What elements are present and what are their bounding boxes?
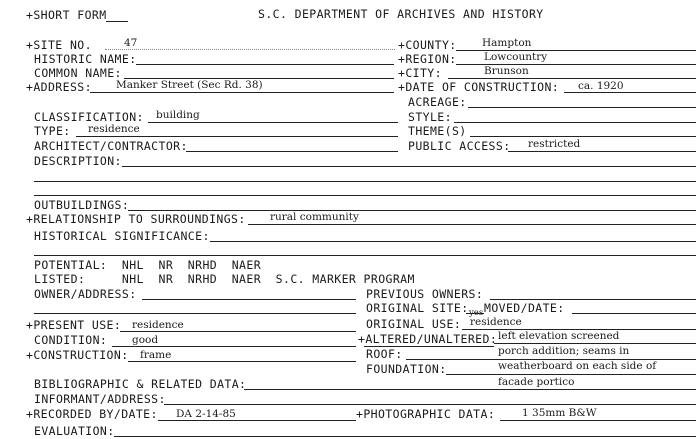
address-line <box>90 92 394 93</box>
short-form-line <box>106 21 128 22</box>
original-site-line <box>466 313 484 314</box>
description-line-1 <box>122 166 696 167</box>
bibliographic-label: BIBLIOGRAPHIC & RELATED DATA: <box>34 377 247 391</box>
historic-name-line <box>136 64 394 65</box>
condition-label: CONDITION: <box>34 333 108 347</box>
county-label: +COUNTY: <box>398 38 457 52</box>
owner-address-label: OWNER/ADDRESS: <box>34 287 137 301</box>
city-label: +CITY: <box>398 66 442 80</box>
evaluation-line <box>114 436 696 437</box>
site-no-line <box>105 49 395 50</box>
recorded-by-label: +RECORDED BY/DATE: <box>26 407 158 421</box>
historical-significance-line-2 <box>34 255 696 256</box>
type-label: TYPE: <box>34 124 71 138</box>
themes-label: THEME(S) <box>408 124 467 138</box>
relationship-label: +RELATIONSHIP TO SURROUNDINGS: <box>26 212 246 226</box>
photographic-data-label: +PHOTOGRAPHIC DATA: <box>356 407 496 421</box>
style-label: STYLE: <box>408 110 452 124</box>
construction-label: +CONSTRUCTION: <box>26 348 129 362</box>
date-of-construction-value: ca. 1920 <box>578 80 624 92</box>
informant-line <box>164 404 696 405</box>
bibliographic-line <box>244 389 494 390</box>
outbuildings-label: OUTBUILDINGS: <box>34 198 130 212</box>
altered-note-4: facade portico <box>498 376 575 388</box>
acreage-line <box>468 107 696 108</box>
common-name-label: COMMON NAME: <box>34 66 122 80</box>
address-value: Manker Street (Sec Rd. 38) <box>116 79 263 91</box>
foundation-label: FOUNDATION: <box>366 362 447 376</box>
architect-line <box>186 151 398 152</box>
potential-label: POTENTIAL: NHL NR NRHD NAER <box>34 258 262 272</box>
moved-date-label: MOVED/DATE: <box>484 301 565 315</box>
site-no-value: 47 <box>124 37 138 49</box>
altered-note-2: porch addition; seams in <box>498 345 630 357</box>
description-label: DESCRIPTION: <box>34 154 122 168</box>
condition-line <box>112 346 356 347</box>
altered-unaltered-label: +ALTERED/UNALTERED: <box>358 332 498 346</box>
relationship-value: rural community <box>270 211 359 223</box>
public-access-line <box>508 151 696 152</box>
region-label: +REGION: <box>398 52 457 66</box>
previous-owners-line <box>490 299 696 300</box>
condition-value: good <box>132 334 159 346</box>
original-site-label: ORIGINAL SITE: <box>366 301 469 315</box>
outbuildings-line <box>128 210 696 211</box>
date-of-construction-label: +DATE OF CONSTRUCTION: <box>398 80 560 94</box>
previous-owners-label: PREVIOUS OWNERS: <box>366 287 484 301</box>
present-use-value: residence <box>132 319 184 331</box>
public-access-label: PUBLIC ACCESS: <box>408 139 511 153</box>
short-form-label: +SHORT FORM <box>26 8 107 22</box>
photographic-data-value: 1 35mm B&W <box>522 407 597 419</box>
address-label: +ADDRESS: <box>26 80 92 94</box>
photographic-data-line <box>500 420 696 421</box>
city-line <box>448 78 696 79</box>
themes-line <box>470 136 696 137</box>
historical-significance-line-1 <box>210 241 696 242</box>
evaluation-label: EVALUATION: <box>34 424 115 438</box>
city-value: Brunson <box>484 65 529 77</box>
original-use-label: ORIGINAL USE: <box>366 317 462 331</box>
description-line-2 <box>34 181 696 182</box>
relationship-line <box>248 224 696 225</box>
present-use-label: +PRESENT USE: <box>26 318 122 332</box>
altered-line-1 <box>494 343 696 344</box>
style-line <box>454 122 696 123</box>
original-site-value: yes <box>469 308 484 318</box>
original-use-value: residence <box>470 316 522 328</box>
type-value: residence <box>88 123 140 135</box>
public-access-value: restricted <box>528 138 581 150</box>
classification-label: CLASSIFICATION: <box>34 110 144 124</box>
altered-line-4 <box>494 389 696 390</box>
classification-line <box>148 122 398 123</box>
owner-address-line-1 <box>142 299 356 300</box>
recorded-by-value: DA 2-14-85 <box>176 408 236 420</box>
site-no-label: +SITE NO. <box>26 38 92 52</box>
architect-label: ARCHITECT/CONTRACTOR: <box>34 139 188 153</box>
present-use-line <box>120 331 356 332</box>
owner-address-line-2 <box>34 313 356 314</box>
altered-note-3: weatherboard on each side of <box>498 360 657 372</box>
construction-line <box>128 361 356 362</box>
acreage-label: ACREAGE: <box>408 95 467 109</box>
type-line <box>76 136 398 137</box>
county-value: Hampton <box>482 37 532 49</box>
region-value: Lowcountry <box>484 51 548 63</box>
description-line-3 <box>34 195 696 196</box>
recorded-by-line <box>158 420 356 421</box>
construction-value: frame <box>140 349 172 361</box>
altered-note-1: left elevation screened <box>498 330 620 342</box>
foundation-line <box>446 374 696 375</box>
informant-label: INFORMANT/ADDRESS: <box>34 392 166 406</box>
listed-label: LISTED: NHL NR NRHD NAER S.C. MARKER PROGRAM <box>34 272 415 286</box>
historic-name-label: HISTORIC NAME: <box>34 52 137 66</box>
classification-value: building <box>156 109 200 121</box>
date-of-construction-line <box>564 92 696 93</box>
historical-significance-label: HISTORICAL SIGNIFICANCE: <box>34 229 210 243</box>
roof-label: ROOF: <box>366 347 403 361</box>
form-title: S.C. DEPARTMENT OF ARCHIVES AND HISTORY <box>258 7 544 21</box>
moved-date-line <box>572 313 696 314</box>
